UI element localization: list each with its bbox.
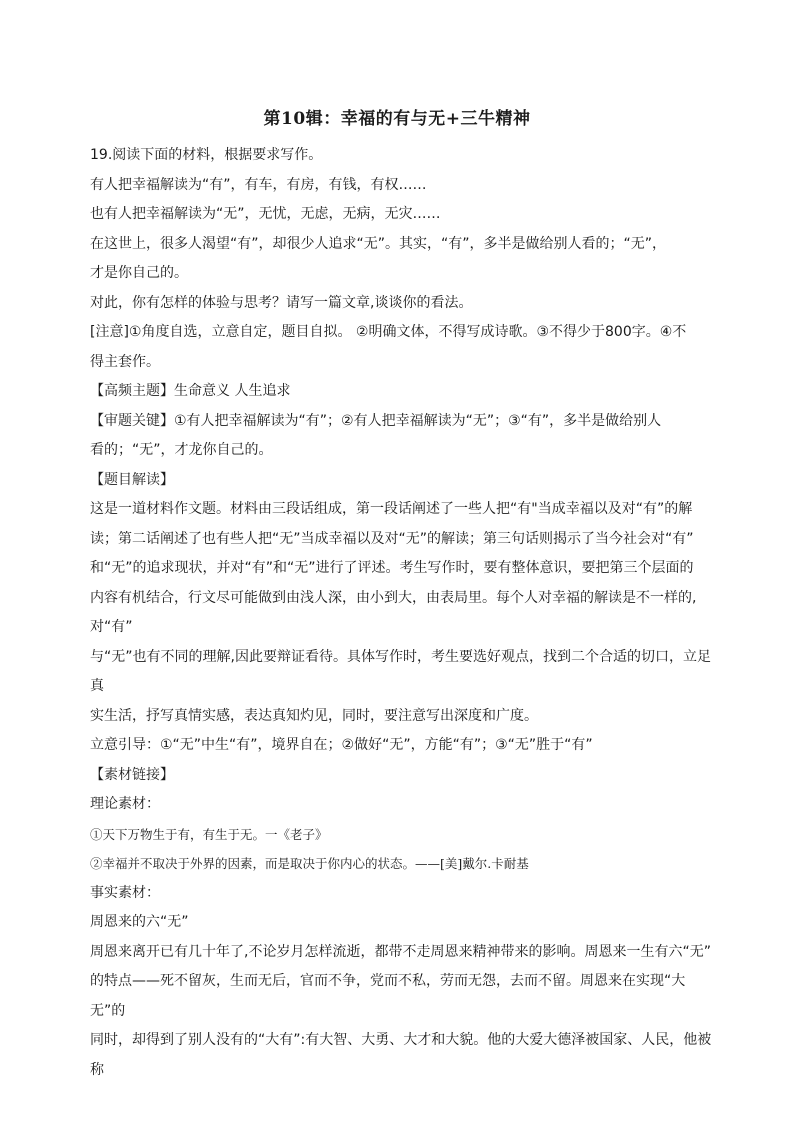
interpretation-line: 这是一道材料作文题。材料由三段话组成，第一段话阐述了一些人把“有"当成幸福以及对“有”的解: [90, 501, 693, 517]
notice-line-cont: 得主套作。: [90, 353, 160, 370]
section-heading-materials: 【素材链接】: [90, 766, 174, 783]
theory-materials-label: 理论素材：: [90, 796, 160, 812]
interpretation-line: 内容有机结合，行文尽可能做到由浅人深，由小到大，由表局里。每个人对幸福的解读是不一样的,对“有”: [90, 589, 697, 635]
interpretation-line: 与“无”也有不同的理解,因此要辩证看待。具体写作时，考生要选好观点，找到二个合适的切口，立足真: [90, 648, 711, 694]
key-points: 【审题关键】①有人把幸福解读为“有”；②有人把幸福解读为“无”；③“有”，多半是做给别人: [90, 412, 662, 429]
theme-guidance: 立意引导：①“无”中生“有”，境界自在；②做好“无”，方能“有”；③“无”胜于“有”: [90, 737, 593, 753]
key-points-cont: 看的；“无”，才龙你自己的。: [90, 442, 273, 458]
material-line-3: 在这世上，很多人渴望“有”，却很少人追求“无”。其实，“有”，多半是做给别人看的；“无”，: [90, 235, 667, 252]
page-title: 第10辑：幸福的有与无+三牛精神: [263, 109, 531, 129]
interpretation-line: 读；第二话阐述了也有些人把“无”当成幸福以及对“无”的解读；第三句话则揭示了当今社会对“有”: [90, 530, 694, 547]
fact-line: 的特点——死不留灰，生而无后，官而不争，党而不私，劳而无怨，去而不留。周恩来在实现“大无”的: [90, 973, 686, 1019]
fact-materials-label: 事实素材：: [90, 884, 160, 901]
material-line-1: 有人把幸福解读为“有”，有车，有房，有钱，有权……: [90, 176, 427, 193]
fact-line: 周恩来离开已有几十年了,不论岁月怎样流逝，都带不走周恩来精神带来的影响。周恩来一生有六“无”: [90, 943, 711, 960]
material-line-3-cont: 才是你自己的。: [90, 265, 188, 281]
fact-line: 同时，却得到了别人没有的“大有”:有大智、大勇、大才和大貌。他的大爱大德泽被国家、人民，他被称: [90, 1032, 712, 1078]
document-body: [90, 141, 718, 1085]
theory-quote-1: ①天下万物生于有，有生于无。一《老子》: [90, 826, 328, 842]
section-heading-interpretation: 【题目解读】: [90, 471, 174, 488]
interpretation-line: 实生活，抒写真情实感，表达真知灼见，同时，要注意写出深度和广度。: [90, 707, 538, 724]
material-line-2: 也有人把幸福解读为“无”，无忧，无虑，无病，无灾……: [90, 206, 441, 222]
theory-quote-2: ②幸福并不取决于外界的因素，而是取决于你内心的状态。——[美]戴尔.卡耐基: [90, 856, 529, 871]
interpretation-line: 和“无”的追求现状，并对“有”和“无”进行了评述。考生写作时，要有整体意识，要把第三个层面的: [90, 560, 694, 576]
notice-line: [注意]①角度自选，立意自定，题目自拟。 ②明确文体，不得写成诗歌。③不得少于800字。④不: [90, 324, 687, 340]
question-prompt: 19.阅读下面的材料，根据要求写作。: [90, 147, 323, 163]
material-question: 对此，你有怎样的体验与思考？请写一篇文章,谈谈你的看法。: [90, 294, 473, 311]
frequent-theme: 【高频主题】生命意义 人生追求: [90, 383, 291, 399]
fact-title: 周恩来的六“无”: [90, 914, 189, 930]
